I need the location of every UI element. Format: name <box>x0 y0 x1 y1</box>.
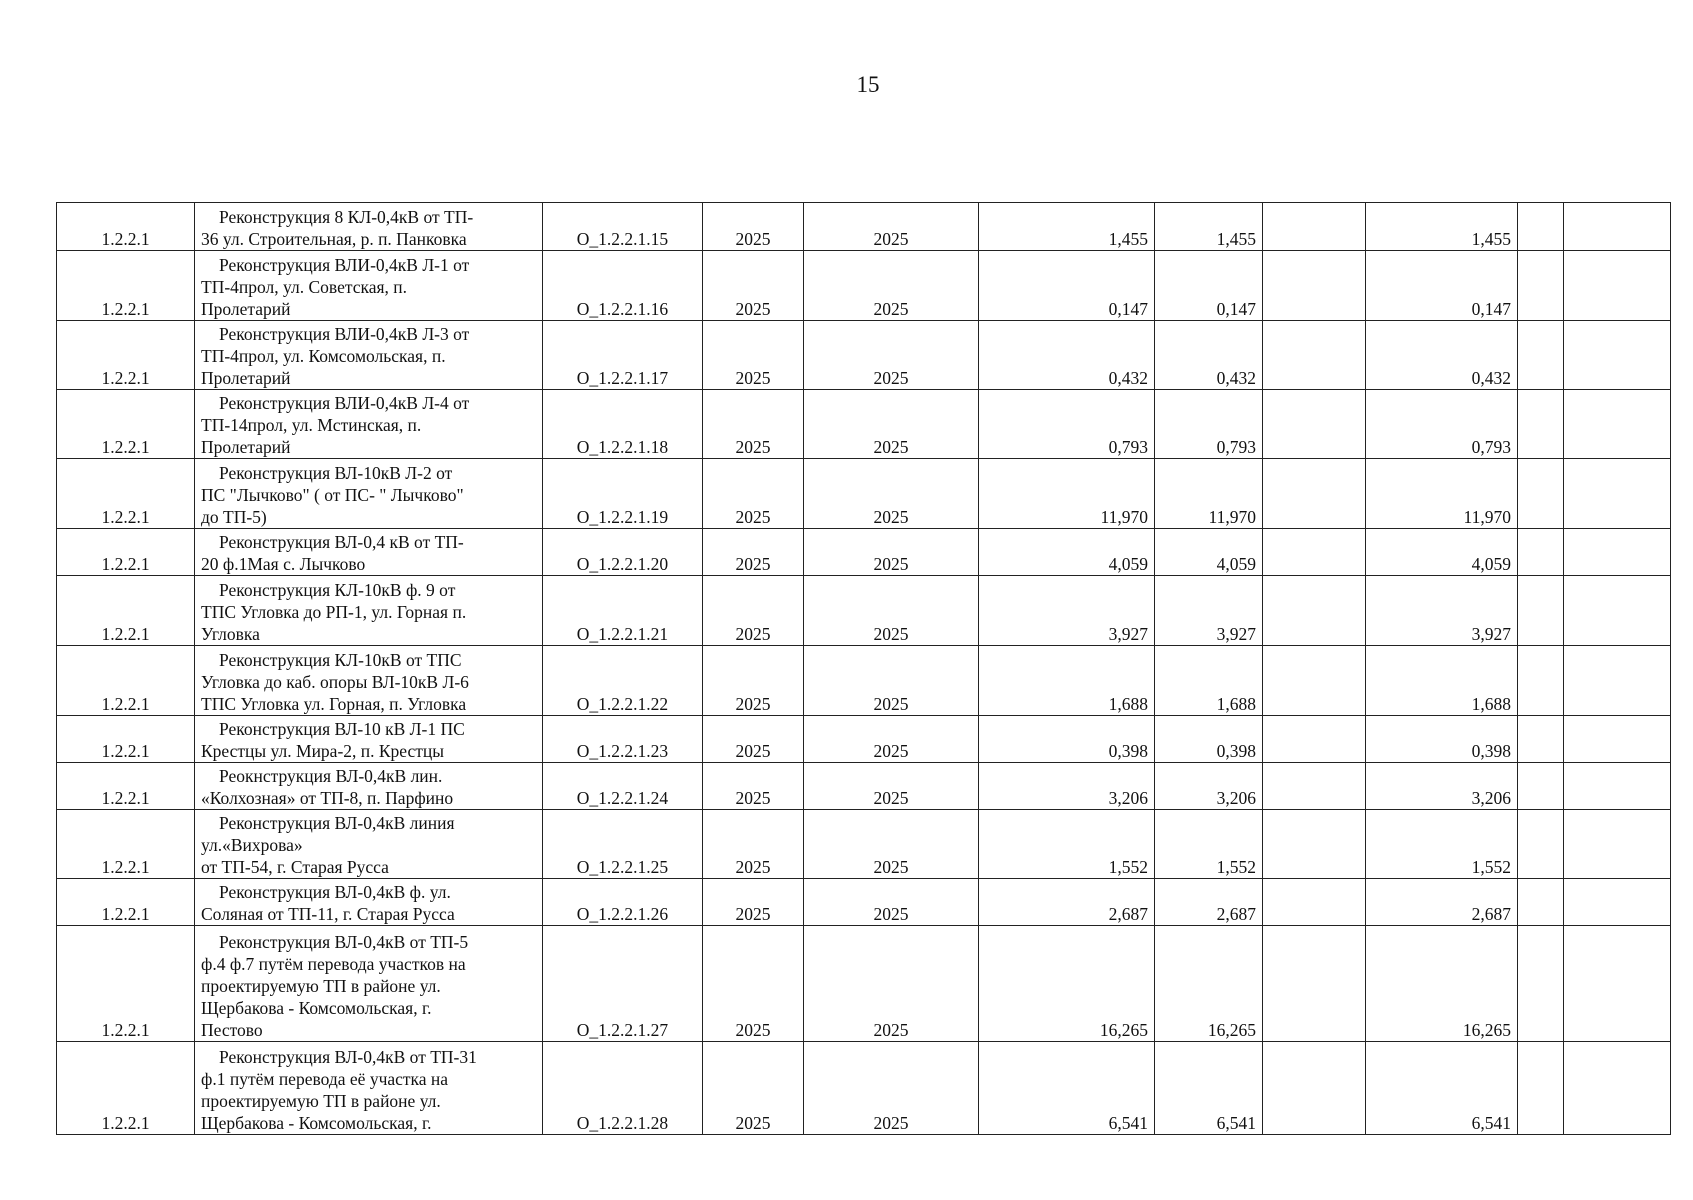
value-cell-6 <box>1564 390 1671 459</box>
table-row <box>57 390 1671 459</box>
value-cell-2: 3,927 <box>1155 576 1263 646</box>
value-cell-6 <box>1564 810 1671 879</box>
object-code-cell: О_1.2.2.1.18 <box>543 390 703 459</box>
year-end-cell: 2025 <box>804 879 979 926</box>
value-cell-5 <box>1518 810 1564 879</box>
value-cell-4: 3,927 <box>1366 576 1518 646</box>
value-cell-2: 1,455 <box>1155 203 1263 251</box>
value-cell-5 <box>1518 576 1564 646</box>
value-cell-2: 0,432 <box>1155 321 1263 390</box>
value-cell-6 <box>1564 203 1671 251</box>
value-cell-6 <box>1564 251 1671 321</box>
year-end-cell: 2025 <box>804 1042 979 1135</box>
value-cell-5 <box>1518 203 1564 251</box>
value-cell-2: 6,541 <box>1155 1042 1263 1135</box>
object-code-cell: О_1.2.2.1.17 <box>543 321 703 390</box>
value-cell-2: 1,688 <box>1155 646 1263 716</box>
value-cell-4: 11,970 <box>1366 459 1518 529</box>
object-name-cell: Реконструкция КЛ-10кВ ф. 9 от ТПС Угловка до РП-1, ул. Горная п. Угловка <box>195 576 543 646</box>
year-start-cell: 2025 <box>703 390 804 459</box>
year-start-cell: 2025 <box>703 646 804 716</box>
object-code-cell: О_1.2.2.1.21 <box>543 576 703 646</box>
value-cell-4: 2,687 <box>1366 879 1518 926</box>
object-code-cell: О_1.2.2.1.27 <box>543 926 703 1042</box>
value-cell-6 <box>1564 716 1671 763</box>
object-code-cell: О_1.2.2.1.19 <box>543 459 703 529</box>
value-cell-3 <box>1263 251 1366 321</box>
row-number-cell: 1.2.2.1 <box>57 926 195 1042</box>
year-end-cell: 2025 <box>804 763 979 810</box>
value-cell-4: 0,398 <box>1366 716 1518 763</box>
year-end-cell: 2025 <box>804 251 979 321</box>
object-code-cell: О_1.2.2.1.26 <box>543 879 703 926</box>
table-row <box>57 321 1671 390</box>
value-cell-3 <box>1263 716 1366 763</box>
value-cell-1: 1,688 <box>979 646 1155 716</box>
value-cell-4: 4,059 <box>1366 529 1518 576</box>
value-cell-3 <box>1263 576 1366 646</box>
object-name-cell: Реконструкция ВЛИ-0,4кВ Л-4 от ТП-14прол, ул. Мстинская, п. Пролетарий <box>195 390 543 459</box>
row-number-cell: 1.2.2.1 <box>57 321 195 390</box>
value-cell-5 <box>1518 459 1564 529</box>
object-code-cell: О_1.2.2.1.24 <box>543 763 703 810</box>
object-name-cell: Реконструкция ВЛ-10 кВ Л-1 ПС Крестцы ул. Мира-2, п. Крестцы <box>195 716 543 763</box>
value-cell-2: 2,687 <box>1155 879 1263 926</box>
year-start-cell: 2025 <box>703 203 804 251</box>
object-code-cell: О_1.2.2.1.16 <box>543 251 703 321</box>
value-cell-4: 0,432 <box>1366 321 1518 390</box>
value-cell-4: 6,541 <box>1366 1042 1518 1135</box>
year-start-cell: 2025 <box>703 763 804 810</box>
object-name-cell: Реконструкция 8 КЛ-0,4кВ от ТП- 36 ул. Строительная, р. п. Панковка <box>195 203 543 251</box>
value-cell-4: 16,265 <box>1366 926 1518 1042</box>
value-cell-3 <box>1263 321 1366 390</box>
table-row <box>57 251 1671 321</box>
table-row <box>57 459 1671 529</box>
year-start-cell: 2025 <box>703 1042 804 1135</box>
object-name-cell: Реконструкция КЛ-10кВ от ТПС Угловка до каб. опоры ВЛ-10кВ Л-6 ТПС Угловка ул. Горная, п. Угловка <box>195 646 543 716</box>
value-cell-3 <box>1263 529 1366 576</box>
table-row <box>57 1042 1671 1135</box>
value-cell-6 <box>1564 459 1671 529</box>
value-cell-6 <box>1564 1042 1671 1135</box>
value-cell-5 <box>1518 716 1564 763</box>
row-number-cell: 1.2.2.1 <box>57 716 195 763</box>
value-cell-1: 4,059 <box>979 529 1155 576</box>
object-name-cell: Реконструкция ВЛ-10кВ Л-2 от ПС "Лычково" ( от ПС- " Лычково" до ТП-5) <box>195 459 543 529</box>
row-number-cell: 1.2.2.1 <box>57 879 195 926</box>
value-cell-3 <box>1263 203 1366 251</box>
year-end-cell: 2025 <box>804 716 979 763</box>
year-end-cell: 2025 <box>804 646 979 716</box>
object-code-cell: О_1.2.2.1.23 <box>543 716 703 763</box>
object-code-cell: О_1.2.2.1.22 <box>543 646 703 716</box>
value-cell-2: 11,970 <box>1155 459 1263 529</box>
value-cell-4: 0,793 <box>1366 390 1518 459</box>
value-cell-3 <box>1263 459 1366 529</box>
value-cell-5 <box>1518 251 1564 321</box>
row-number-cell: 1.2.2.1 <box>57 1042 195 1135</box>
value-cell-1: 1,552 <box>979 810 1155 879</box>
value-cell-2: 0,398 <box>1155 716 1263 763</box>
value-cell-6 <box>1564 763 1671 810</box>
object-code-cell: О_1.2.2.1.25 <box>543 810 703 879</box>
value-cell-5 <box>1518 1042 1564 1135</box>
value-cell-6 <box>1564 576 1671 646</box>
investment-table <box>56 202 1671 1135</box>
value-cell-3 <box>1263 646 1366 716</box>
row-number-cell: 1.2.2.1 <box>57 203 195 251</box>
year-start-cell: 2025 <box>703 926 804 1042</box>
value-cell-1: 11,970 <box>979 459 1155 529</box>
value-cell-2: 16,265 <box>1155 926 1263 1042</box>
value-cell-5 <box>1518 646 1564 716</box>
year-end-cell: 2025 <box>804 810 979 879</box>
row-number-cell: 1.2.2.1 <box>57 576 195 646</box>
value-cell-4: 1,552 <box>1366 810 1518 879</box>
value-cell-5 <box>1518 321 1564 390</box>
object-code-cell: О_1.2.2.1.15 <box>543 203 703 251</box>
value-cell-1: 3,206 <box>979 763 1155 810</box>
value-cell-6 <box>1564 646 1671 716</box>
value-cell-1: 0,793 <box>979 390 1155 459</box>
value-cell-4: 3,206 <box>1366 763 1518 810</box>
value-cell-5 <box>1518 763 1564 810</box>
table-body <box>57 203 1671 1135</box>
table-row <box>57 879 1671 926</box>
table-row <box>57 646 1671 716</box>
row-number-cell: 1.2.2.1 <box>57 529 195 576</box>
value-cell-4: 1,688 <box>1366 646 1518 716</box>
table-row <box>57 926 1671 1042</box>
value-cell-3 <box>1263 1042 1366 1135</box>
year-start-cell: 2025 <box>703 251 804 321</box>
value-cell-1: 16,265 <box>979 926 1155 1042</box>
value-cell-2: 0,793 <box>1155 390 1263 459</box>
row-number-cell: 1.2.2.1 <box>57 390 195 459</box>
value-cell-1: 2,687 <box>979 879 1155 926</box>
table-row <box>57 203 1671 251</box>
table-row <box>57 716 1671 763</box>
object-code-cell: О_1.2.2.1.28 <box>543 1042 703 1135</box>
year-start-cell: 2025 <box>703 879 804 926</box>
year-end-cell: 2025 <box>804 529 979 576</box>
value-cell-1: 0,147 <box>979 251 1155 321</box>
year-start-cell: 2025 <box>703 321 804 390</box>
value-cell-5 <box>1518 390 1564 459</box>
object-name-cell: Реокнструкция ВЛ-0,4кВ лин. «Колхозная» от ТП-8, п. Парфино <box>195 763 543 810</box>
page-number: 15 <box>856 72 880 97</box>
value-cell-5 <box>1518 926 1564 1042</box>
table-row <box>57 763 1671 810</box>
value-cell-6 <box>1564 529 1671 576</box>
year-end-cell: 2025 <box>804 459 979 529</box>
value-cell-3 <box>1263 810 1366 879</box>
value-cell-1: 3,927 <box>979 576 1155 646</box>
value-cell-3 <box>1263 879 1366 926</box>
value-cell-2: 3,206 <box>1155 763 1263 810</box>
year-end-cell: 2025 <box>804 926 979 1042</box>
year-end-cell: 2025 <box>804 576 979 646</box>
object-name-cell: Реконструкция ВЛ-0,4кВ от ТП-31 ф.1 путём перевода её участка на проектируемую ТП в районе ул. Щербакова - Комсомольская, г. <box>195 1042 543 1135</box>
row-number-cell: 1.2.2.1 <box>57 763 195 810</box>
year-start-cell: 2025 <box>703 810 804 879</box>
value-cell-5 <box>1518 879 1564 926</box>
value-cell-1: 6,541 <box>979 1042 1155 1135</box>
year-start-cell: 2025 <box>703 716 804 763</box>
value-cell-2: 4,059 <box>1155 529 1263 576</box>
value-cell-5 <box>1518 529 1564 576</box>
row-number-cell: 1.2.2.1 <box>57 251 195 321</box>
year-start-cell: 2025 <box>703 459 804 529</box>
value-cell-3 <box>1263 390 1366 459</box>
value-cell-3 <box>1263 926 1366 1042</box>
row-number-cell: 1.2.2.1 <box>57 810 195 879</box>
value-cell-1: 0,432 <box>979 321 1155 390</box>
table-row <box>57 529 1671 576</box>
year-end-cell: 2025 <box>804 390 979 459</box>
value-cell-6 <box>1564 321 1671 390</box>
year-start-cell: 2025 <box>703 576 804 646</box>
object-name-cell: Реконструкция ВЛИ-0,4кВ Л-1 от ТП-4прол, ул. Советская, п. Пролетарий <box>195 251 543 321</box>
value-cell-4: 0,147 <box>1366 251 1518 321</box>
value-cell-1: 0,398 <box>979 716 1155 763</box>
object-name-cell: Реконструкция ВЛ-0,4кВ ф. ул. Соляная от ТП-11, г. Старая Русса <box>195 879 543 926</box>
value-cell-1: 1,455 <box>979 203 1155 251</box>
year-end-cell: 2025 <box>804 203 979 251</box>
table-row <box>57 810 1671 879</box>
object-code-cell: О_1.2.2.1.20 <box>543 529 703 576</box>
year-end-cell: 2025 <box>804 321 979 390</box>
value-cell-2: 1,552 <box>1155 810 1263 879</box>
row-number-cell: 1.2.2.1 <box>57 459 195 529</box>
value-cell-4: 1,455 <box>1366 203 1518 251</box>
object-name-cell: Реконструкция ВЛ-0,4кВ от ТП-5 ф.4 ф.7 путём перевода участков на проектируемую ТП в районе ул. Щербакова - Комсомольская, г. Пестово <box>195 926 543 1042</box>
row-number-cell: 1.2.2.1 <box>57 646 195 716</box>
value-cell-6 <box>1564 926 1671 1042</box>
object-name-cell: Реконструкция ВЛ-0,4кВ линия ул.«Вихрова» от ТП-54, г. Старая Русса <box>195 810 543 879</box>
value-cell-3 <box>1263 763 1366 810</box>
value-cell-6 <box>1564 879 1671 926</box>
object-name-cell: Реконструкция ВЛ-0,4 кВ от ТП- 20 ф.1Мая с. Лычково <box>195 529 543 576</box>
value-cell-2: 0,147 <box>1155 251 1263 321</box>
object-name-cell: Реконструкция ВЛИ-0,4кВ Л-3 от ТП-4прол, ул. Комсомольская, п. Пролетарий <box>195 321 543 390</box>
table-row <box>57 576 1671 646</box>
year-start-cell: 2025 <box>703 529 804 576</box>
